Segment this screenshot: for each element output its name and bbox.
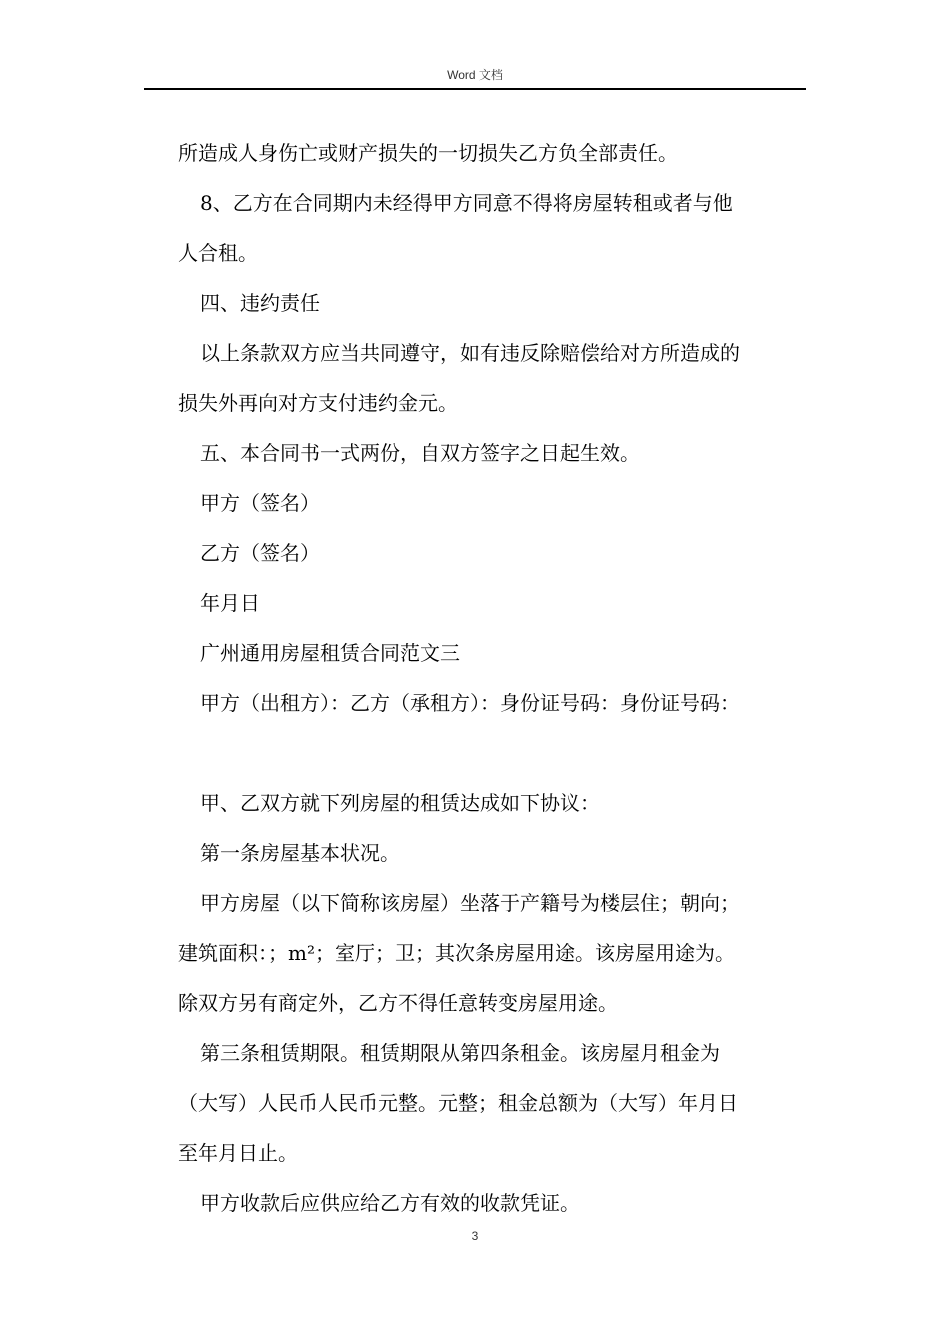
header-rule <box>144 88 806 90</box>
date-line: 年月日 <box>200 591 260 615</box>
paragraph-line: 甲方收款后应供应给乙方有效的收款凭证。 <box>200 1191 580 1215</box>
document-subtitle: 广州通用房屋租赁合同范文三 <box>200 641 460 665</box>
paragraph-line: 以上条款双方应当共同遵守，如有违反除赔偿给对方所造成的 <box>200 341 740 365</box>
paragraph-line: 所造成人身伤亡或财产损失的一切损失乙方负全部责任。 <box>178 141 678 165</box>
paragraph-line: 建筑面积：；m²；室厅；卫；其次条房屋用途。该房屋用途为。 <box>178 941 735 965</box>
paragraph-line: 至年月日止。 <box>178 1141 298 1165</box>
document-body <box>178 128 818 1228</box>
page-number: 3 <box>471 1229 479 1243</box>
paragraph-line: 第三条租赁期限。租赁期限从第四条租金。该房屋月租金为 <box>200 1041 720 1065</box>
article-heading: 第一条房屋基本状况。 <box>200 841 400 865</box>
page-header: Word 文档 <box>447 68 503 82</box>
paragraph-line: 甲、乙双方就下列房屋的租赁达成如下协议： <box>200 791 600 815</box>
section-heading: 四、违约责任 <box>200 291 320 315</box>
signature-line-party-b: 乙方（签名） <box>200 541 320 565</box>
paragraph-line: 损失外再向对方支付违约金元。 <box>178 391 458 415</box>
paragraph-line: 五、本合同书一式两份，自双方签字之日起生效。 <box>200 441 640 465</box>
paragraph-line: 除双方另有商定外，乙方不得任意转变房屋用途。 <box>178 991 618 1015</box>
parties-line: 甲方（出租方）：乙方（承租方）：身份证号码：身份证号码： <box>200 691 740 715</box>
paragraph-line: （大写）人民币人民币元整。元整；租金总额为（大写）年月日 <box>178 1091 738 1115</box>
paragraph-line: 人合租。 <box>178 241 258 265</box>
blank-line <box>178 728 818 778</box>
paragraph-line: 8、乙方在合同期内未经得甲方同意不得将房屋转租或者与他 <box>200 191 733 215</box>
signature-line-party-a: 甲方（签名） <box>200 491 320 515</box>
paragraph-line: 甲方房屋（以下简称该房屋）坐落于产籍号为楼层住；朝向； <box>200 891 740 915</box>
